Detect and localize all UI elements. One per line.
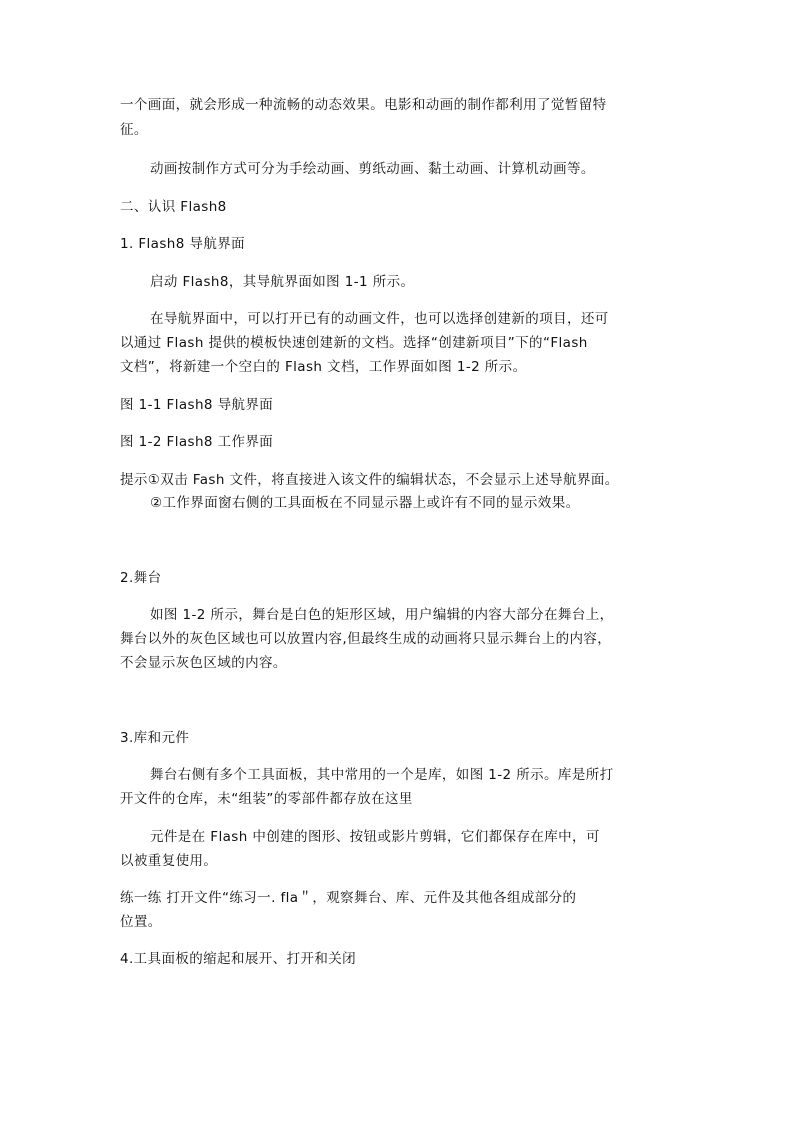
subsection-heading: 1. Flash8 导航界面	[120, 236, 246, 252]
subsection-heading: 3.库和元件	[120, 730, 190, 746]
paragraph-line: 以通过 Flash 提供的模板快速创建新的文档。选择“创建新项目”下的“Flash	[120, 335, 588, 351]
tip-line: ②工作界面窗右侧的工具面板在不同显示器上或许有不同的显示效果。	[150, 495, 580, 511]
paragraph-line: 在导航界面中，可以打开已有的动画文件，也可以选择创建新的项目，还可	[150, 311, 609, 327]
section-heading: 二、认识 Flash8	[120, 199, 227, 215]
paragraph-line: 不会显示灰色区域的内容。	[120, 655, 287, 671]
paragraph-line: 征。	[120, 122, 148, 138]
paragraph-line: 舞台以外的灰色区域也可以放置内容,但最终生成的动画将只显示舞台上的内容，	[120, 631, 612, 647]
figure-caption: 图 1-2 Flash8 工作界面	[120, 434, 274, 450]
exercise-line: 练一练 打开文件“练习一. fla＂，观察舞台、库、元件及其他各组成部分的	[120, 890, 577, 906]
paragraph-line: 动画按制作方式可分为手绘动画、剪纸动画、黏土动画、计算机动画等。	[150, 161, 595, 177]
figure-caption: 图 1-1 Flash8 导航界面	[120, 397, 274, 413]
paragraph-line: 一个画面，就会形成一种流畅的动态效果。电影和动画的制作都利用了觉暂留特	[120, 97, 607, 113]
paragraph-line: 舞台右侧有多个工具面板，其中常用的一个是库，如图 1-2 所示。库是所打	[150, 767, 614, 783]
subsection-heading: 2.舞台	[120, 570, 162, 586]
tip-line: 提示①双击 Fash 文件，将直接进入该文件的编辑状态，不会显示上述导航界面。	[120, 472, 619, 488]
exercise-line: 位置。	[120, 914, 162, 930]
paragraph-line: 文档”，将新建一个空白的 Flash 文档，工作界面如图 1-2 所示。	[120, 359, 527, 375]
paragraph-line: 开文件的仓库，未“组装”的零部件都存放在这里	[120, 791, 413, 807]
paragraph-line: 以被重复使用。	[120, 853, 218, 869]
paragraph-line: 启动 Flash8，其导航界面如图 1-1 所示。	[150, 274, 415, 290]
paragraph-line: 如图 1-2 所示，舞台是白色的矩形区域，用户编辑的内容大部分在舞台上，	[150, 607, 614, 623]
paragraph-line: 元件是在 Flash 中创建的图形、按钮或影片剪辑，它们都保存在库中，可	[150, 829, 600, 845]
subsection-heading: 4.工具面板的缩起和展开、打开和关闭	[120, 951, 357, 967]
